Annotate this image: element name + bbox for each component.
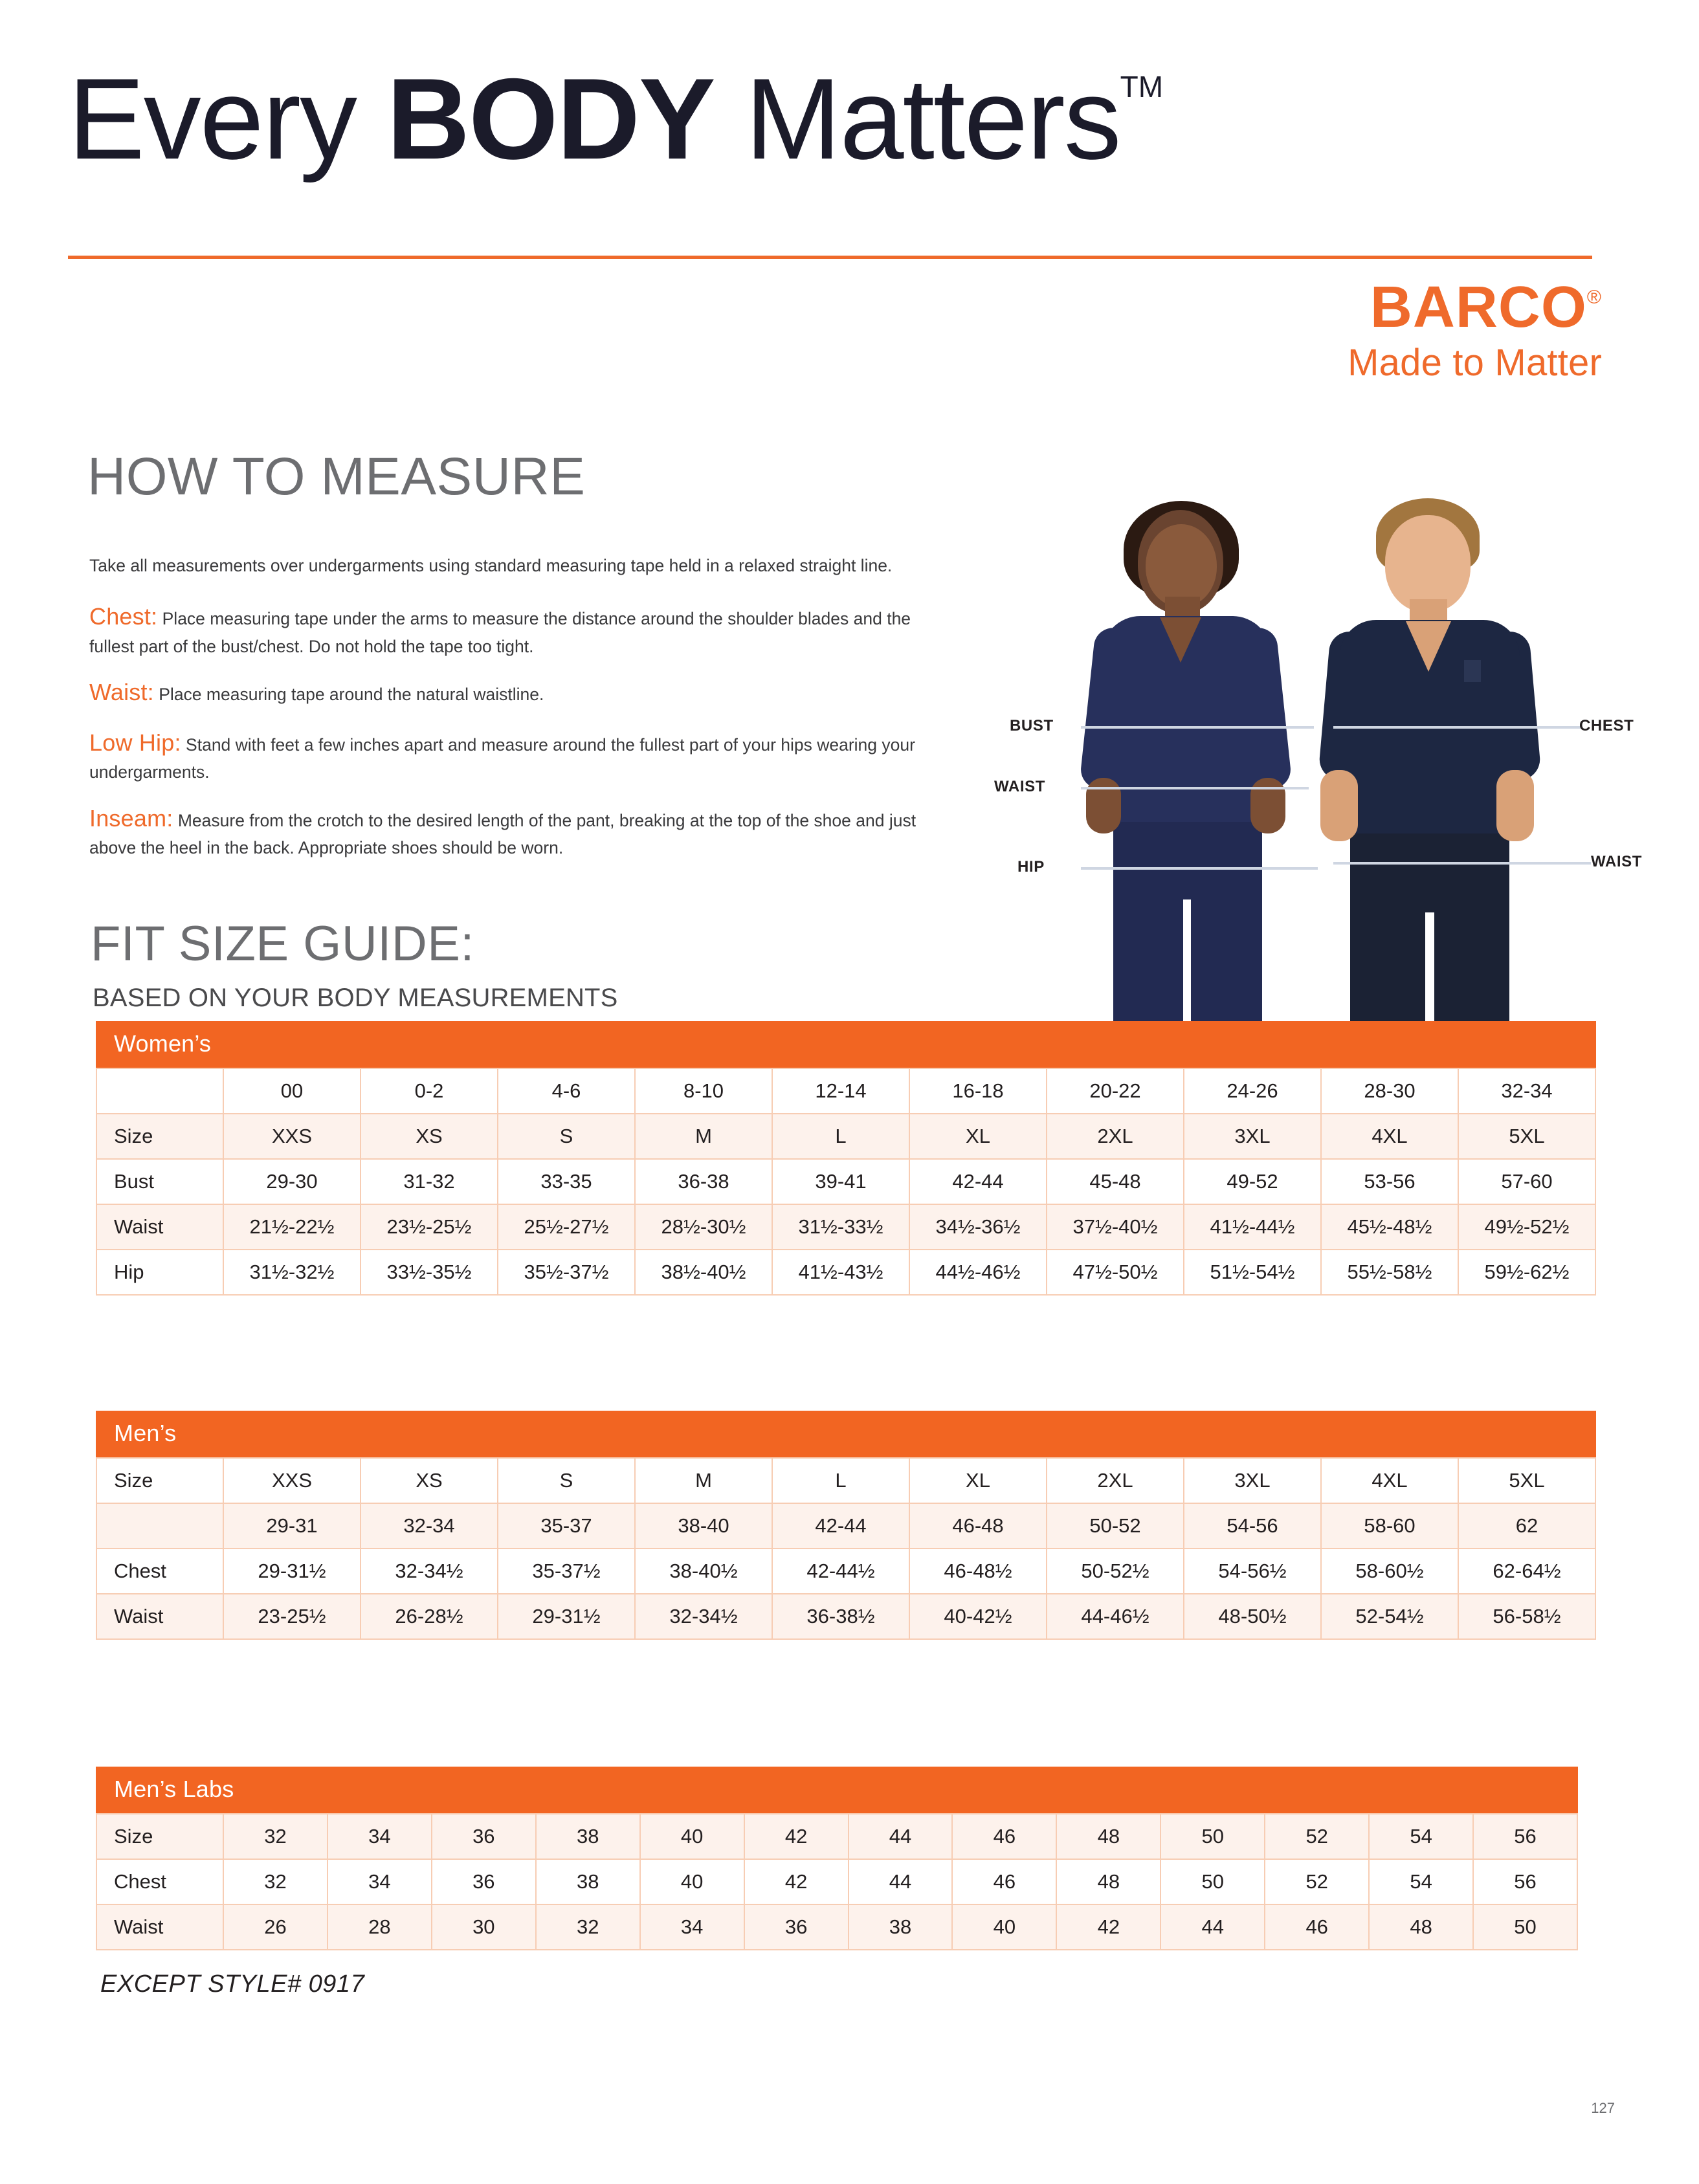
cell: 52 bbox=[1265, 1859, 1369, 1904]
cell: 38-40½ bbox=[635, 1549, 772, 1594]
cell: 38-40 bbox=[635, 1503, 772, 1549]
cell: 56 bbox=[1473, 1814, 1577, 1859]
waist-measure-line-male bbox=[1333, 862, 1591, 865]
female-hand-left bbox=[1086, 778, 1121, 833]
cell: 33½-35½ bbox=[361, 1250, 498, 1295]
cell: 44 bbox=[849, 1859, 953, 1904]
measure-label-chest: Chest: bbox=[89, 603, 158, 630]
cell: 32 bbox=[223, 1859, 328, 1904]
footnote: EXCEPT STYLE# 0917 bbox=[100, 1970, 365, 1998]
cell: 25½-27½ bbox=[498, 1204, 635, 1250]
cell: 37½-40½ bbox=[1047, 1204, 1184, 1250]
female-leg-gap bbox=[1183, 899, 1191, 1042]
cell: 35-37 bbox=[498, 1503, 635, 1549]
cell: 29-31½ bbox=[498, 1594, 635, 1639]
mens-labs-size-table-wrap bbox=[96, 1767, 1578, 1950]
brand-logo bbox=[1348, 275, 1602, 384]
row-label bbox=[96, 1503, 223, 1549]
label-chest: CHEST bbox=[1579, 717, 1634, 734]
cell: 49-52 bbox=[1184, 1159, 1321, 1204]
cell: 26-28½ bbox=[361, 1594, 498, 1639]
cell: 57-60 bbox=[1458, 1159, 1595, 1204]
cell: 32-34 bbox=[1458, 1068, 1595, 1114]
measure-text-low-hip: Stand with feet a few inches apart and measure around the fullest part of your hips wearing your undergarments. bbox=[89, 735, 915, 782]
cell: 62-64½ bbox=[1458, 1549, 1595, 1594]
table-row bbox=[96, 1250, 1595, 1295]
row-label: Bust bbox=[96, 1159, 223, 1204]
cell: 50 bbox=[1160, 1814, 1265, 1859]
cell: 50 bbox=[1473, 1904, 1577, 1950]
cell: 5XL bbox=[1458, 1114, 1595, 1159]
cell: 16-18 bbox=[909, 1068, 1047, 1114]
womens-table-caption: Women’s bbox=[96, 1021, 1596, 1068]
cell: 20-22 bbox=[1047, 1068, 1184, 1114]
cell: 0-2 bbox=[361, 1068, 498, 1114]
cell: 45½-48½ bbox=[1321, 1204, 1458, 1250]
cell: 54-56 bbox=[1184, 1503, 1321, 1549]
measure-item-chest bbox=[89, 600, 924, 659]
cell: 32 bbox=[223, 1814, 328, 1859]
trademark-symbol: TM bbox=[1120, 70, 1164, 104]
cell: 59½-62½ bbox=[1458, 1250, 1595, 1295]
cell: 36-38½ bbox=[772, 1594, 909, 1639]
measure-item-low-hip bbox=[89, 726, 924, 785]
brand-tagline: Made to Matter bbox=[1348, 342, 1602, 384]
fit-size-guide-heading: FIT SIZE GUIDE: bbox=[91, 916, 475, 971]
cell: 34 bbox=[328, 1859, 432, 1904]
cell: 30 bbox=[432, 1904, 536, 1950]
model-photo bbox=[994, 498, 1642, 1042]
cell: XL bbox=[909, 1114, 1047, 1159]
cell: M bbox=[635, 1458, 772, 1503]
cell: 38½-40½ bbox=[635, 1250, 772, 1295]
cell: 34½-36½ bbox=[909, 1204, 1047, 1250]
cell: 46 bbox=[1265, 1904, 1369, 1950]
cell: 31-32 bbox=[361, 1159, 498, 1204]
cell: 48 bbox=[1056, 1859, 1160, 1904]
title-part-1: Every bbox=[68, 54, 387, 183]
table-row bbox=[96, 1204, 1595, 1250]
cell: 54 bbox=[1369, 1814, 1473, 1859]
cell: M bbox=[635, 1114, 772, 1159]
womens-size-table bbox=[96, 1021, 1596, 1296]
measure-text-chest: Place measuring tape under the arms to measure the distance around the shoulder blades and the fullest part of the bust/chest. Do not hold the tape too tight. bbox=[89, 609, 911, 656]
table-row bbox=[96, 1068, 1595, 1114]
cell: 39-41 bbox=[772, 1159, 909, 1204]
mens-labs-table-caption: Men’s Labs bbox=[96, 1767, 1578, 1813]
row-label: Size bbox=[96, 1458, 223, 1503]
title-part-2: BODY bbox=[386, 54, 715, 183]
cell: 44-46½ bbox=[1047, 1594, 1184, 1639]
cell: L bbox=[772, 1458, 909, 1503]
measure-label-waist: Waist: bbox=[89, 679, 154, 706]
table-row bbox=[96, 1594, 1595, 1639]
cell: 42-44 bbox=[772, 1503, 909, 1549]
page-number: 127 bbox=[1591, 2100, 1615, 2116]
cell: 38 bbox=[536, 1859, 640, 1904]
cell: 42-44 bbox=[909, 1159, 1047, 1204]
cell: 34 bbox=[640, 1904, 744, 1950]
male-chest-pocket bbox=[1464, 660, 1481, 682]
cell: 2XL bbox=[1047, 1114, 1184, 1159]
measure-item-inseam bbox=[89, 802, 924, 861]
label-waist-right: WAIST bbox=[1591, 853, 1642, 870]
cell: 32-34½ bbox=[635, 1594, 772, 1639]
how-to-measure-heading: HOW TO MEASURE bbox=[87, 447, 586, 506]
bust-measure-line bbox=[1081, 726, 1314, 729]
cell: 26 bbox=[223, 1904, 328, 1950]
cell: 24-26 bbox=[1184, 1068, 1321, 1114]
cell: 46-48 bbox=[909, 1503, 1047, 1549]
cell: 29-30 bbox=[223, 1159, 361, 1204]
table-row bbox=[96, 1904, 1577, 1950]
intro-text: Take all measurements over undergarments using standard measuring tape held in a relaxed straight line. bbox=[89, 556, 893, 575]
cell: 48 bbox=[1056, 1814, 1160, 1859]
cell: 53-56 bbox=[1321, 1159, 1458, 1204]
cell: 54-56½ bbox=[1184, 1549, 1321, 1594]
cell: 44 bbox=[1160, 1904, 1265, 1950]
cell: 5XL bbox=[1458, 1458, 1595, 1503]
cell: 52 bbox=[1265, 1814, 1369, 1859]
cell: 42-44½ bbox=[772, 1549, 909, 1594]
measure-label-low-hip: Low Hip: bbox=[89, 729, 181, 756]
cell: 40 bbox=[952, 1904, 1056, 1950]
brand-wordmark: BARCO bbox=[1370, 275, 1587, 340]
cell: 12-14 bbox=[772, 1068, 909, 1114]
male-hand-right bbox=[1496, 770, 1534, 841]
cell: 32-34 bbox=[361, 1503, 498, 1549]
table-row bbox=[96, 1458, 1595, 1503]
cell: 42 bbox=[1056, 1904, 1160, 1950]
title-part-3: Matters bbox=[714, 54, 1120, 183]
cell: 21½-22½ bbox=[223, 1204, 361, 1250]
masthead bbox=[68, 54, 1631, 183]
cell: XXS bbox=[223, 1458, 361, 1503]
cell: 23½-25½ bbox=[361, 1204, 498, 1250]
table-row bbox=[96, 1159, 1595, 1204]
cell: 44 bbox=[849, 1814, 953, 1859]
cell: 28½-30½ bbox=[635, 1204, 772, 1250]
cell: 34 bbox=[328, 1814, 432, 1859]
female-model-figure bbox=[1061, 498, 1311, 1042]
cell: S bbox=[498, 1458, 635, 1503]
cell: 23-25½ bbox=[223, 1594, 361, 1639]
mens-labs-size-table bbox=[96, 1767, 1578, 1950]
cell: 4XL bbox=[1321, 1458, 1458, 1503]
cell: 8-10 bbox=[635, 1068, 772, 1114]
how-to-measure-body bbox=[89, 553, 924, 877]
row-label: Waist bbox=[96, 1204, 223, 1250]
hip-measure-line bbox=[1081, 867, 1318, 870]
cell: 29-31½ bbox=[223, 1549, 361, 1594]
cell: 40 bbox=[640, 1814, 744, 1859]
row-label: Waist bbox=[96, 1594, 223, 1639]
cell: 28-30 bbox=[1321, 1068, 1458, 1114]
cell: 41½-43½ bbox=[772, 1250, 909, 1295]
cell: XS bbox=[361, 1458, 498, 1503]
cell: 58-60 bbox=[1321, 1503, 1458, 1549]
measure-text-inseam: Measure from the crotch to the desired length of the pant, breaking at the top of the shoe and just above the heel in the back. Appropriate shoes should be worn. bbox=[89, 810, 916, 858]
female-face bbox=[1146, 524, 1217, 607]
cell: 58-60½ bbox=[1321, 1549, 1458, 1594]
cell: 42 bbox=[744, 1814, 849, 1859]
cell: 36 bbox=[432, 1859, 536, 1904]
cell: 2XL bbox=[1047, 1458, 1184, 1503]
cell: 31½-32½ bbox=[223, 1250, 361, 1295]
cell: 41½-44½ bbox=[1184, 1204, 1321, 1250]
cell: 35-37½ bbox=[498, 1549, 635, 1594]
cell: 52-54½ bbox=[1321, 1594, 1458, 1639]
header-divider bbox=[68, 256, 1592, 259]
cell: 54 bbox=[1369, 1859, 1473, 1904]
cell: 45-48 bbox=[1047, 1159, 1184, 1204]
table-row bbox=[96, 1114, 1595, 1159]
cell: 51½-54½ bbox=[1184, 1250, 1321, 1295]
chest-measure-line-male bbox=[1333, 726, 1581, 729]
page-title bbox=[68, 54, 1631, 183]
registered-symbol: ® bbox=[1586, 287, 1602, 308]
cell: 3XL bbox=[1184, 1114, 1321, 1159]
label-hip: HIP bbox=[1017, 858, 1045, 876]
cell: 40 bbox=[640, 1859, 744, 1904]
male-face bbox=[1385, 515, 1471, 612]
cell: 3XL bbox=[1184, 1458, 1321, 1503]
cell: 4-6 bbox=[498, 1068, 635, 1114]
female-hand-right bbox=[1250, 778, 1285, 833]
male-model-figure bbox=[1314, 498, 1547, 1042]
womens-size-table-wrap bbox=[96, 1021, 1596, 1296]
row-label: Size bbox=[96, 1814, 223, 1859]
cell: XXS bbox=[223, 1114, 361, 1159]
cell: 38 bbox=[849, 1904, 953, 1950]
label-bust: BUST bbox=[1010, 717, 1054, 734]
row-label: Chest bbox=[96, 1859, 223, 1904]
fit-size-guide-subheading: BASED ON YOUR BODY MEASUREMENTS bbox=[93, 984, 618, 1012]
cell: 00 bbox=[223, 1068, 361, 1114]
cell: 50-52½ bbox=[1047, 1549, 1184, 1594]
mens-size-table-wrap bbox=[96, 1411, 1596, 1640]
row-label bbox=[96, 1068, 223, 1114]
row-label: Size bbox=[96, 1114, 223, 1159]
mens-size-table bbox=[96, 1411, 1596, 1640]
cell: 44½-46½ bbox=[909, 1250, 1047, 1295]
cell: 38 bbox=[536, 1814, 640, 1859]
brand-name bbox=[1348, 275, 1602, 340]
cell: 46-48½ bbox=[909, 1549, 1047, 1594]
row-label: Waist bbox=[96, 1904, 223, 1950]
table-row bbox=[96, 1503, 1595, 1549]
cell: 31½-33½ bbox=[772, 1204, 909, 1250]
cell: 36-38 bbox=[635, 1159, 772, 1204]
cell: 35½-37½ bbox=[498, 1250, 635, 1295]
cell: 46 bbox=[952, 1859, 1056, 1904]
waist-measure-line-female bbox=[1081, 787, 1309, 789]
measure-item-waist bbox=[89, 676, 924, 709]
cell: 56 bbox=[1473, 1859, 1577, 1904]
measure-label-inseam: Inseam: bbox=[89, 804, 173, 832]
table-row bbox=[96, 1859, 1577, 1904]
table-row bbox=[96, 1549, 1595, 1594]
cell: 42 bbox=[744, 1859, 849, 1904]
cell: 48-50½ bbox=[1184, 1594, 1321, 1639]
table-row bbox=[96, 1814, 1577, 1859]
cell: 33-35 bbox=[498, 1159, 635, 1204]
row-label: Chest bbox=[96, 1549, 223, 1594]
cell: XS bbox=[361, 1114, 498, 1159]
cell: 36 bbox=[744, 1904, 849, 1950]
cell: 62 bbox=[1458, 1503, 1595, 1549]
cell: 32 bbox=[536, 1904, 640, 1950]
cell: 49½-52½ bbox=[1458, 1204, 1595, 1250]
cell: 36 bbox=[432, 1814, 536, 1859]
cell: XL bbox=[909, 1458, 1047, 1503]
cell: 29-31 bbox=[223, 1503, 361, 1549]
cell: L bbox=[772, 1114, 909, 1159]
cell: 50 bbox=[1160, 1859, 1265, 1904]
male-hand-left bbox=[1320, 770, 1358, 841]
measure-text-waist: Place measuring tape around the natural waistline. bbox=[159, 685, 544, 705]
label-waist-left: WAIST bbox=[994, 778, 1045, 795]
row-label: Hip bbox=[96, 1250, 223, 1295]
mens-table-caption: Men’s bbox=[96, 1411, 1596, 1457]
cell: 4XL bbox=[1321, 1114, 1458, 1159]
cell: 47½-50½ bbox=[1047, 1250, 1184, 1295]
cell: 50-52 bbox=[1047, 1503, 1184, 1549]
cell: S bbox=[498, 1114, 635, 1159]
cell: 46 bbox=[952, 1814, 1056, 1859]
cell: 55½-58½ bbox=[1321, 1250, 1458, 1295]
cell: 48 bbox=[1369, 1904, 1473, 1950]
cell: 40-42½ bbox=[909, 1594, 1047, 1639]
cell: 32-34½ bbox=[361, 1549, 498, 1594]
cell: 56-58½ bbox=[1458, 1594, 1595, 1639]
cell: 28 bbox=[328, 1904, 432, 1950]
